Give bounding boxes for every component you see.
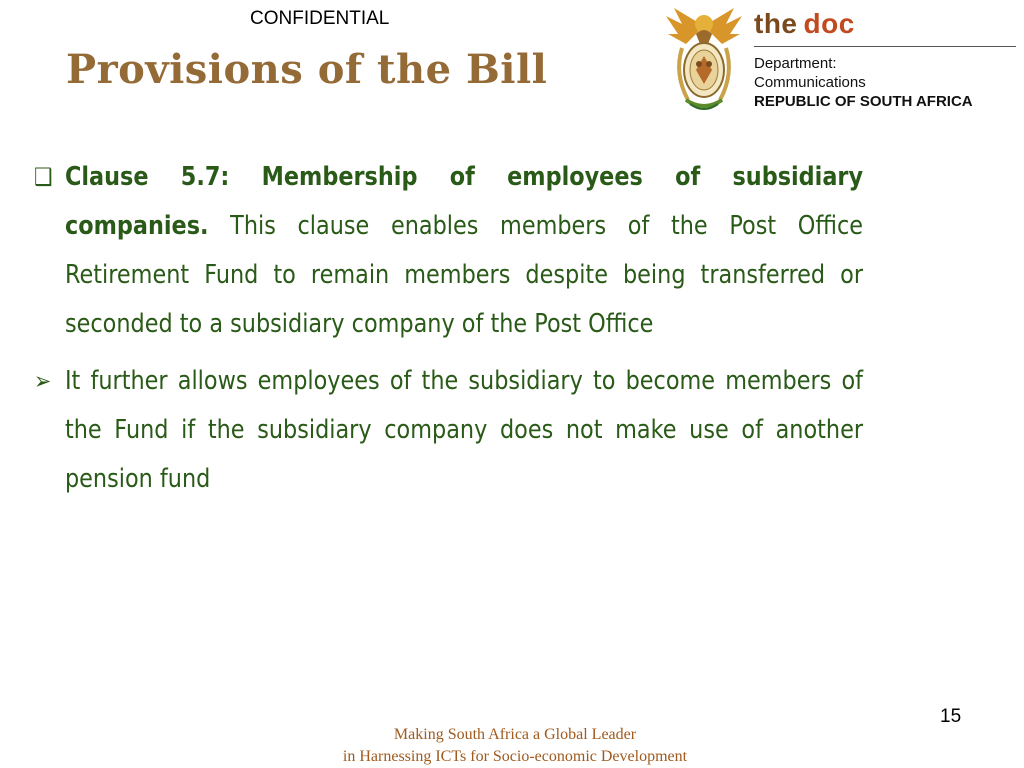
bullet-clause-5-7 [34, 153, 863, 349]
bullet-text [65, 153, 863, 349]
clause-heading: Clause 5.7: Membership of employees of subsidiary companies. [64, 162, 864, 241]
slide-content [34, 153, 863, 504]
bullet-further-allows [34, 357, 863, 504]
slide-title: Provisions of the Bill [66, 46, 548, 93]
checkbox-bullet-icon: ❑ [34, 163, 53, 191]
arrow-bullet-icon: ➢ [34, 367, 52, 395]
coat-of-arms-icon [664, 4, 744, 114]
department-label: Department: Communications REPUBLIC OF SOUTH AFRICA [754, 55, 973, 110]
footer-tagline: Making South Africa a Global Leader in Harnessing ICTs for Socio-economic Development [342, 726, 688, 765]
page-number: 15 [940, 706, 962, 727]
the-doc-wordmark: the doc [754, 8, 855, 39]
brand-divider [754, 46, 1016, 47]
confidential-label: CONFIDENTIAL [250, 8, 390, 29]
clause-body: This clause enables members of the Post Office Retirement Fund to remain members despite being transferred or seconded to a subsidiary company of the Post Office [64, 211, 864, 339]
dept-logo [664, 4, 1020, 116]
bullet-text: It further allows employees of the subsidiary to become members of the Fund if the subsidiary company does not make use of another pension fund [64, 366, 864, 494]
